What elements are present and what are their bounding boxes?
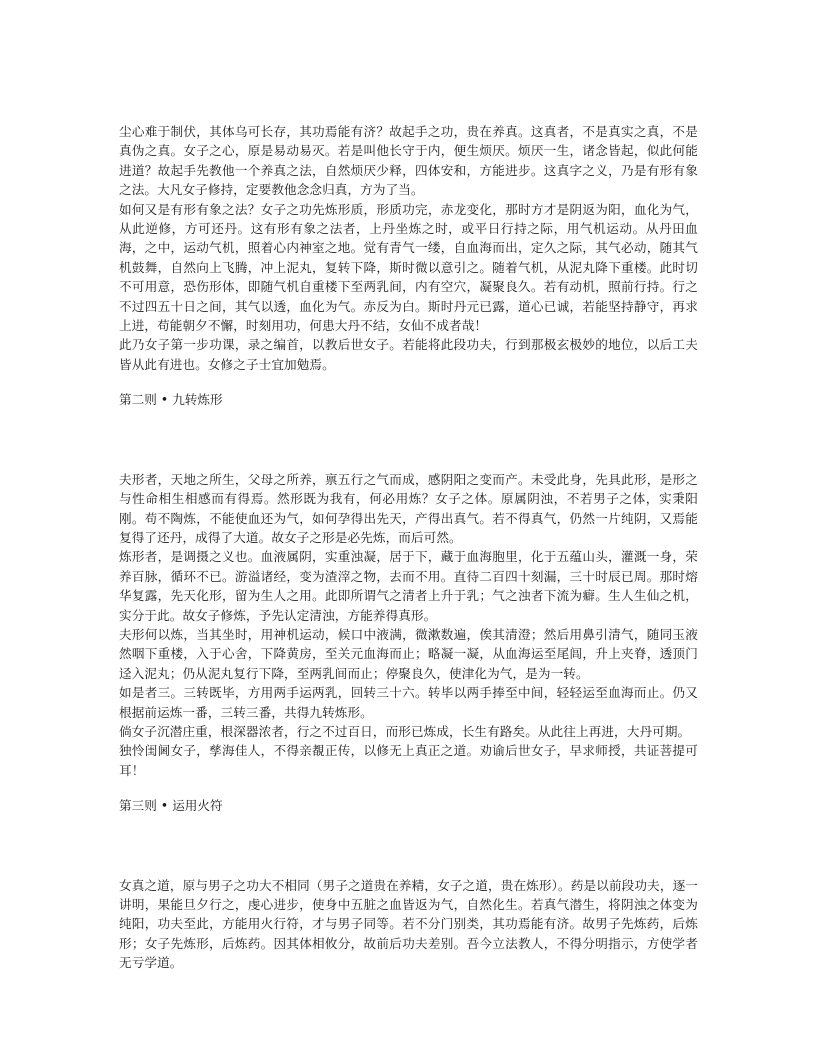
paragraph: 炼形者，是调摄之义也。血液属阴，实重浊凝，居于下，藏于血海胞里，化于五蕴山头，灌溉一身，荣养百脉，循环不已。游溢诸经，变为渣滓之物，去而不用。直待二百四十刻漏，三十时辰已周。那时熔华复露，先天化形，留为生人之用。此即所谓气之清者上升于乳；气之浊者下流为癖。生人生仙之机，实分于此。故女子修炼，予先认定清浊，方能养得真形。 <box>119 549 698 623</box>
document-body <box>119 122 698 973</box>
section-heading: 第二则 • 九转炼形 <box>119 392 223 408</box>
section-heading: 第三则 • 运用火符 <box>119 798 223 814</box>
paragraph: 倘女子沉潜庄重，根深器浓者，行之不过百日，而形已炼成，长生有路矣。从此往上再进，大丹可期。 <box>119 723 691 739</box>
section-spacer <box>119 816 698 876</box>
paragraph: 女真之道，原与男子之功大不相同（男子之道贵在养精，女子之道，贵在炼形）。药是以前段功夫，逐一讲明，果能旦夕行之，虔心进步，使身中五脏之血皆返为气，自然化生。若真气潜生，将阴浊之体变为纯阳，功夫至此，方能用火行符，才与男子同等。若不分门别类，其功焉能有济。故男子先炼药，后炼形；女子先炼形，后炼药。因其体相攸分，故前后功夫差别。吾今立法教人，不得分明指示，方使学者无亏学道。 <box>119 877 698 971</box>
section-spacer <box>119 410 698 470</box>
paragraph: 尘心难于制伏，其体乌可长存，其功焉能有济？故起手之功，贵在养真。这真者，不是真实之真，不是真伪之真。女子之心，原是易动易灭。若是叫他长守于内，便生烦厌。烦厌一生，诸念皆起，似此何能进道？故起手先教他一个养真之法，自然烦厌少释，四体安和，方能进步。这真字之义，乃是有形有象之法。大凡女子修持，定要教他念念归真，方为了当。 <box>119 124 698 198</box>
paragraph: 此乃女子第一步功课，录之编首，以教后世女子。若能将此段功夫，行到那极玄极妙的地位，以后工夫皆从此有进也。女修之子士宜加勉焉。 <box>119 337 698 372</box>
paragraph: 如是者三。三转既毕，方用两手运两乳，回转三十六。转毕以两手捧至中间，轻轻运至血海而止。仍又根据前运炼一番，三转三番，共得九转炼形。 <box>119 685 698 720</box>
paragraph: 如何又是有形有象之法？女子之功先炼形质，形质功完，赤龙变化，那时方才是阴返为阳，血化为气，从此逆修，方可还丹。这有形有象之法者，上丹坐炼之时，或平日行持之际，用气机运动。从丹田血海，之中，运动气机，照着心内神室之地。觉有青气一缕，自血海而出，定久之际，其气必动，随其气机鼓舞，自然向上飞腾，冲上泥丸，复转下降，斯时微以意引之。随着气机，从泥丸降下重楼。此时切不可用意，恐伤形体，即随气机自重楼下至两乳间，内有空穴，凝聚良久。若有动机，照前行持。行之不过四五十日之间，其气以透，血化为气。赤反为白。斯时丹元已露，道心已诚，若能坚持静守，再求上进，苟能朝夕不懈，时刻用功，何患大丹不结，女仙不成者哉！ <box>119 201 698 334</box>
paragraph: 独怜闺阃女子，孳海佳人，不得亲覩正传，以修无上真正之道。劝谕后世女子，早求师授，共证菩提可耳！ <box>119 743 698 778</box>
paragraph: 夫形者，天地之所生，父母之所养，禀五行之气而成，感阴阳之变而产。未受此身，先具此形，是形之与性命相生相感而有得焉。然形既为我有，何必用炼？女子之体。原属阴浊，不若男子之体，实秉阳刚。苟不陶炼，不能使血还为气，如何孕得出先天，产得出真气。若不得真气，仍然一片纯阴，又焉能复得了还丹，成得了大道。故女子之形是必先炼，而后可然。 <box>119 471 698 545</box>
paragraph: 夫形何以炼，当其坐时，用神机运动，候口中液满，微漱数遍，俟其清澄；然后用鼻引清气，随同玉液然咽下重楼，入于心舍，下降黄房，至关元血海而止；略凝一凝，从血海运至尾闾，升上夹脊，透顶门迳入泥丸；仍从泥丸复行下降，至两乳间而止；停聚良久，使津化为气，是为一转。 <box>119 626 698 681</box>
